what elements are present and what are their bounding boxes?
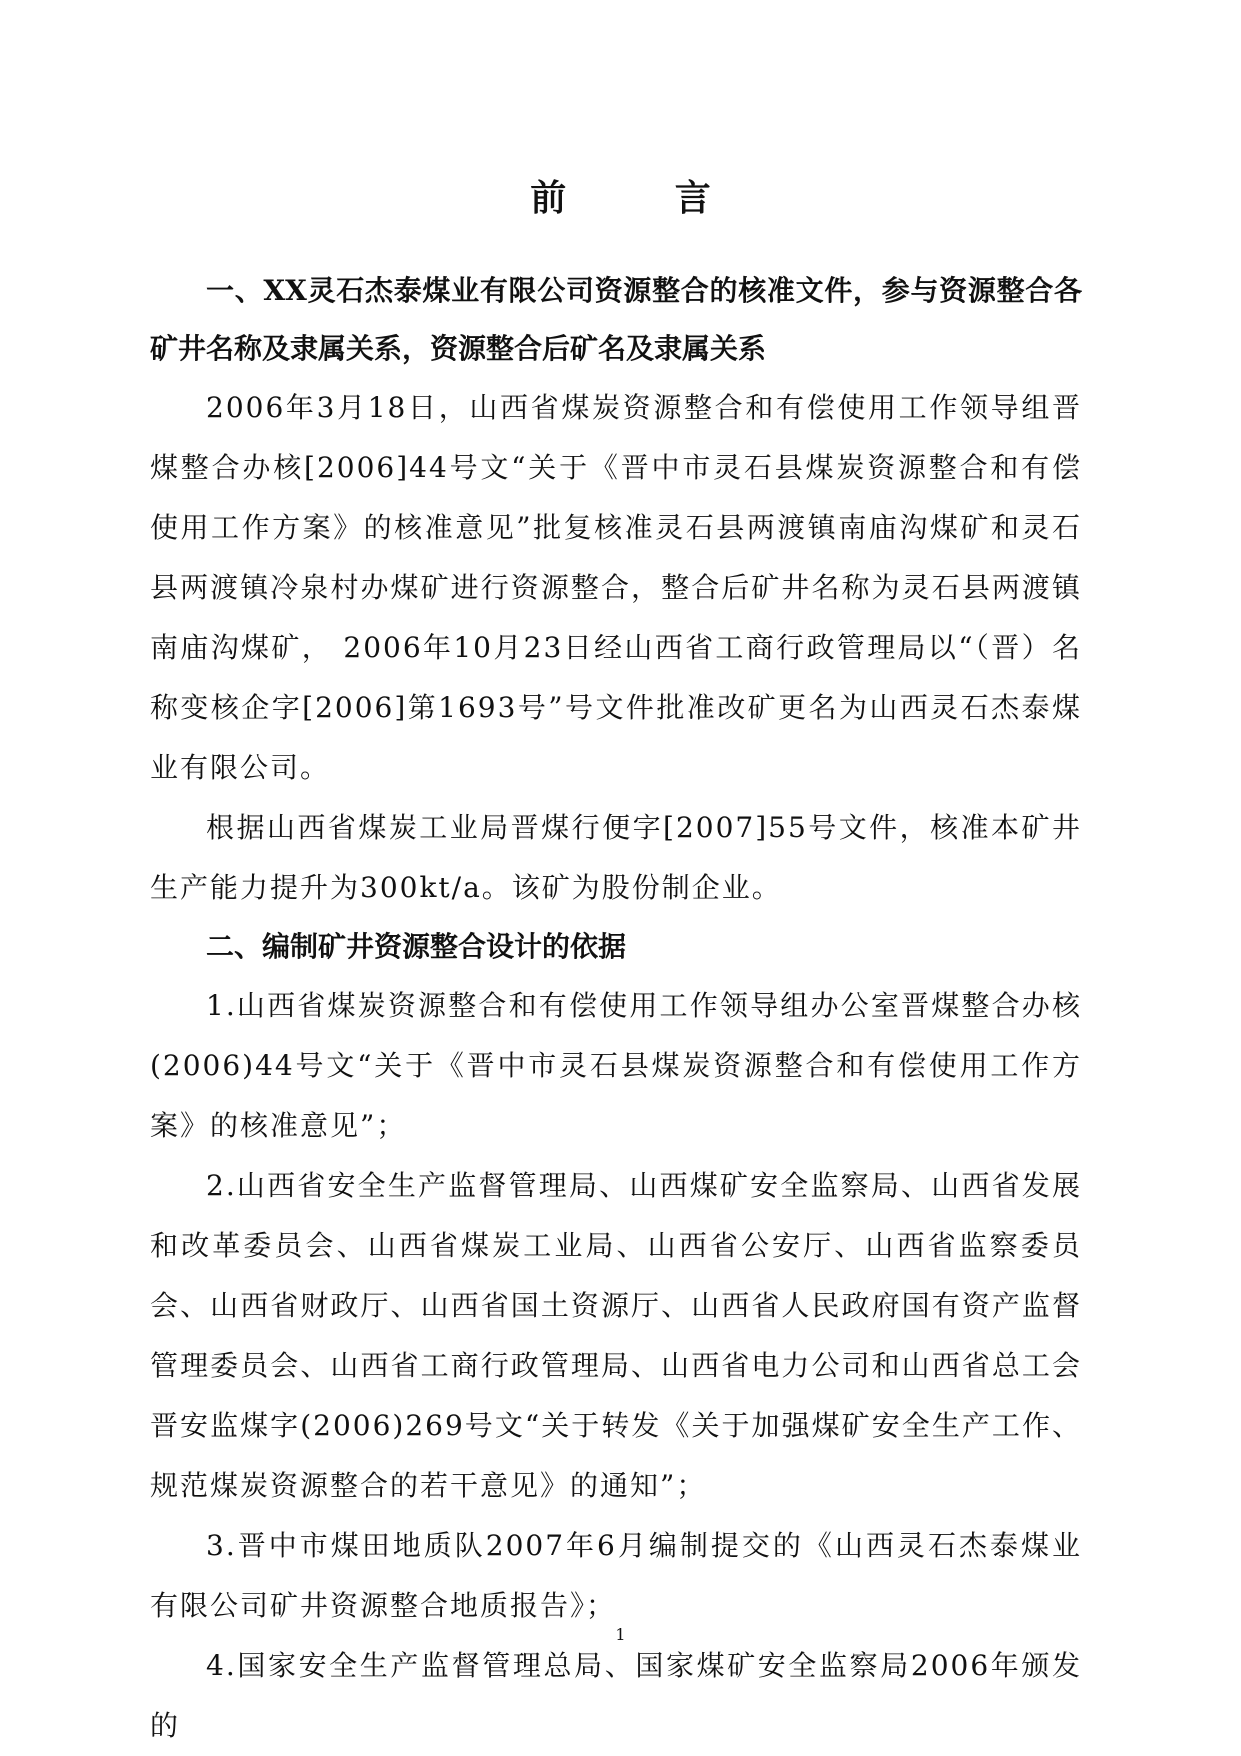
paragraph: 2006年3月18日，山西省煤炭资源整合和有偿使用工作领导组晋煤整合办核[2006]44号文“关于《晋中市灵石县煤炭资源整合和有偿使用工作方案》的核准意见”批复核准灵石县两渡镇南庙沟煤矿和灵石县两渡镇冷泉村办煤矿进行资源整合，整合后矿井名称为灵石县两渡镇南庙沟煤矿， 2006年10月23日经山西省工商行政管理局以“（晋）名称变核企字[2006]第1693号”号文件批准改矿更名为山西灵石杰泰煤业有限公司。 [150, 391, 1082, 784]
list-item: 1.山西省煤炭资源整合和有偿使用工作领导组办公室晋煤整合办核(2006)44号文“关于《晋中市灵石县煤炭资源整合和有偿使用工作方案》的核准意见”； [150, 989, 1082, 1142]
page-title: 前 言 [530, 177, 759, 219]
section-heading-2: 二、编制矿井资源整合设计的依据 [206, 930, 627, 963]
list-item: 3.晋中市煤田地质队2007年6月编制提交的《山西灵石杰泰煤业有限公司矿井资源整合地质报告》； [150, 1529, 1082, 1622]
list-item: 2.山西省安全生产监督管理局、山西煤矿安全监察局、山西省发展和改革委员会、山西省煤炭工业局、山西省公安厅、山西省监察委员会、山西省财政厅、山西省国土资源厅、山西省人民政府国有资产监督管理委员会、山西省工商行政管理局、山西省电力公司和山西省总工会晋安监煤字(2006)269号文“关于转发《关于加强煤矿安全生产工作、规范煤炭资源整合的若干意见》的通知”； [150, 1169, 1082, 1502]
paragraph: 根据山西省煤炭工业局晋煤行便字[2007]55号文件，核准本矿井生产能力提升为300kt/a。该矿为股份制企业。 [150, 811, 1082, 904]
body-text [150, 262, 1082, 1756]
page-number: 1 [615, 1625, 626, 1644]
list-item: 4.国家安全生产监督管理总局、国家煤矿安全监察局2006年颁发的 [150, 1649, 1082, 1742]
section-heading-1: 一、XX灵石杰泰煤业有限公司资源整合的核准文件，参与资源整合各矿井名称及隶属关系，资源整合后矿名及隶属关系 [150, 274, 1082, 365]
